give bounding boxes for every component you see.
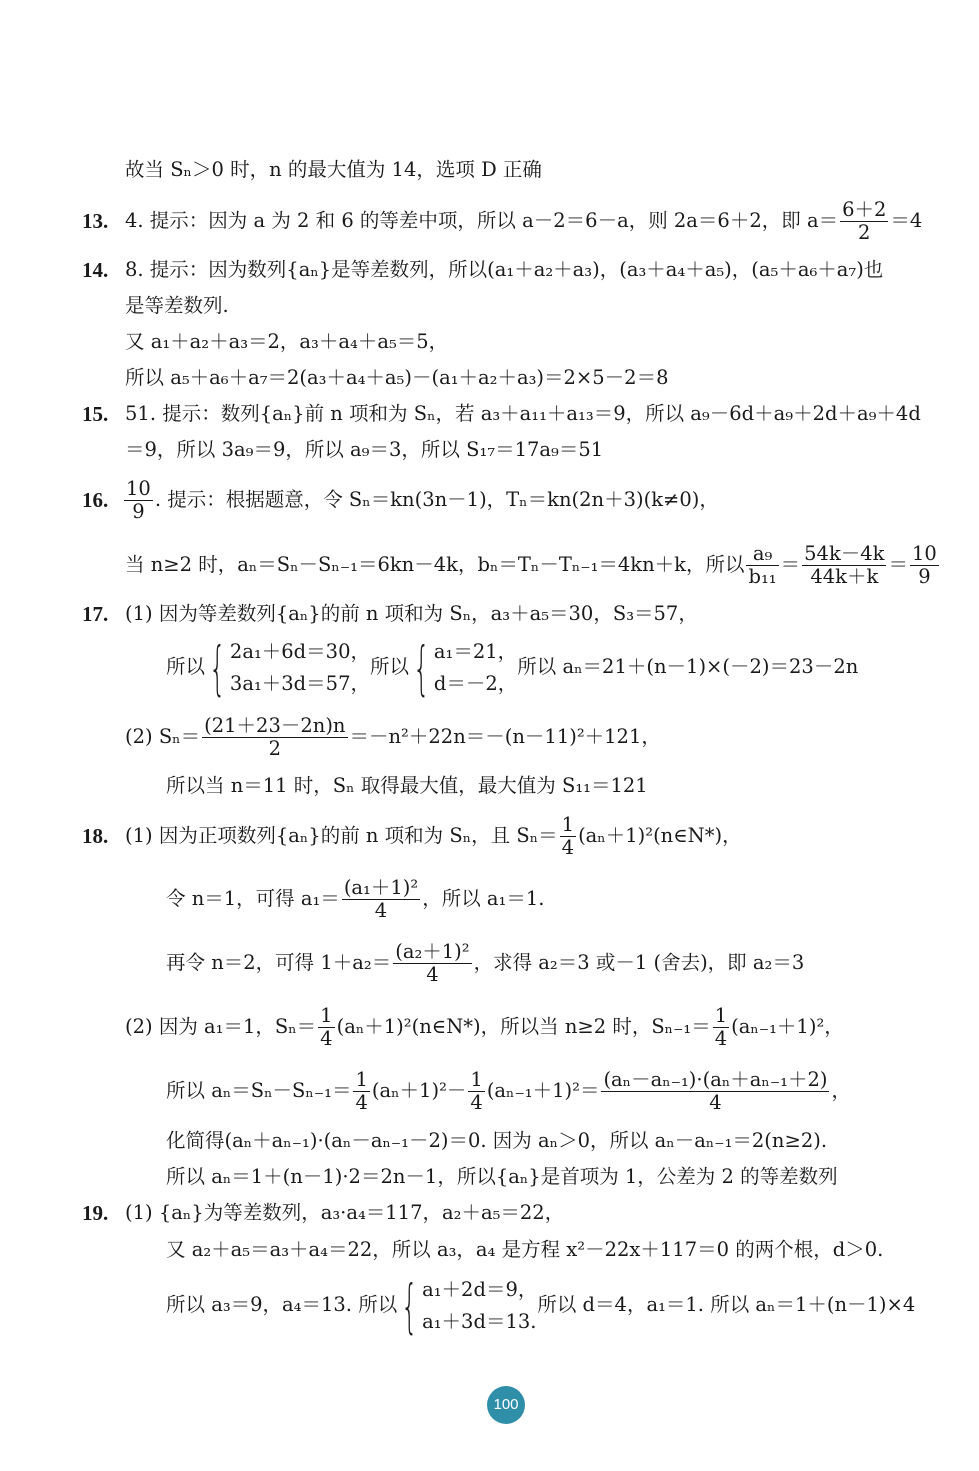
fraction: $\frac{10}{9}$ <box>126 477 151 523</box>
problem-19-line-2: 又 a₂＋a₅＝a₃＋a₄＝22，所以 a₃，a₄ 是方程 x²－22x＋117＝0 的两个根，d＞0. <box>166 1238 884 1261</box>
fraction: $\frac{1}{4}$ <box>714 1004 728 1050</box>
equation-system: a₁＋2d＝9， a₁＋3d＝13. <box>422 1277 538 1333</box>
problem-13-text: 4. 提示：因为 a 为 2 和 6 的等差中项，所以 a－2＝6－a，则 2a＝6＋2，即 a＝ <box>125 209 839 232</box>
problem-16-number: 16. <box>82 488 109 512</box>
equation-system: a₁＝21， d＝－2， <box>433 639 518 695</box>
problem-16-line-2: 当 n≥2 时，aₙ＝Sₙ－Sₙ₋₁＝6kn－4k，bₙ＝Tₙ－Tₙ₋₁＝4kn＋k，所以 $\frac{\text{a₉}}{\text{b₁₁}}$ ＝ $\frac{54k-4k}{44k+k}$ ＝ $\frac{10}{9}$ <box>125 542 937 588</box>
problem-18-line-5: 所以 aₙ＝Sₙ－Sₙ₋₁＝ $\frac{1}{4}$ (aₙ＋1)²－ $\frac{1}{4}$ (aₙ₋₁＋1)²＝ $\frac{\text{(aₙ－aₙ₋₁)·(aₙ＋aₙ₋₁＋2)}}{4}$ ， <box>166 1068 851 1114</box>
fraction: $\frac{1}{4}$ <box>320 1004 333 1050</box>
problem-14-line-2: 是等差数列. <box>125 294 229 317</box>
problem-13-number: 13. <box>82 209 109 233</box>
problem-13-result: ＝4 <box>890 209 923 232</box>
problem-14-line-4: 所以 a₅＋a₆＋a₇＝2(a₃＋a₄＋a₅)－(a₁＋a₂＋a₃)＝2×5－2＝8 <box>125 366 669 389</box>
fraction: $\frac{(21+23-2n)n}{2}$ <box>204 714 346 760</box>
page-number-badge: 100 <box>487 1386 525 1424</box>
problem-17-line-1: (1) 因为等差数列{aₙ}的前 n 项和为 Sₙ，a₃＋a₅＝30，S₃＝57， <box>125 602 698 625</box>
fraction: $\frac{6+2}{2}$ <box>842 198 887 244</box>
problem-18-line-4: (2) 因为 a₁＝1，Sₙ＝ $\frac{1}{4}$ (aₙ＋1)²(n∈N*)，所以当 n≥2 时，Sₙ₋₁＝ $\frac{1}{4}$ (aₙ₋₁＋1)²， <box>125 1004 844 1050</box>
problem-15-line-1: 51. 提示：数列{aₙ}前 n 项和为 Sₙ，若 a₃＋a₁₁＋a₁₃＝9，所以 a₉－6d＋a₉＋2d＋a₉＋4d <box>125 402 921 425</box>
fraction: $\frac{\text{a₉}}{\text{b₁₁}}$ <box>748 542 777 588</box>
problem-18-line-3: 再令 n＝2，可得 1＋a₂＝ $\frac{\text{(a₂＋1)²}}{4}$ ，求得 a₂＝3 或－1 (舍去)，即 a₂＝3 <box>166 940 805 986</box>
problem-19-line-3: 所以 a₃＝9，a₄＝13. 所以{ a₁＋2d＝9， a₁＋3d＝13. 所以 d＝4，a₁＝1. 所以 aₙ＝1＋(n－1)×4 <box>166 1271 916 1340</box>
fraction: $\frac{10}{9}$ <box>912 542 937 588</box>
problem-19-line-1: (1) {aₙ}为等差数列，a₃·a₄＝117，a₂＋a₅＝22， <box>125 1201 565 1224</box>
problem-17-line-2: 所以{ 2a₁＋6d＝30， 3a₁＋3d＝57， 所以{ a₁＝21， d＝－2， 所以 aₙ＝21＋(n－1)×(－2)＝23－2n <box>166 633 859 702</box>
problem-16-line-1: $\frac{10}{9}$ . 提示：根据题意，令 Sₙ＝kn(3n－1)，Tₙ＝kn(2n＋3)(k≠0)， <box>126 477 719 523</box>
problem-14-line-3: 又 a₁＋a₂＋a₃＝2，a₃＋a₄＋a₅＝5， <box>125 330 449 353</box>
continuation-line: 故当 Sₙ＞0 时，n 的最大值为 14，选项 D 正确 <box>125 158 542 181</box>
problem-15-number: 15. <box>82 402 109 426</box>
problem-18-line-6: 化简得(aₙ＋aₙ₋₁)·(aₙ－aₙ₋₁－2)＝0. 因为 aₙ＞0，所以 aₙ－aₙ₋₁＝2(n≥2). <box>166 1129 828 1152</box>
problem-14-number: 14. <box>82 258 109 282</box>
problem-18-line-2: 令 n＝1，可得 a₁＝ $\frac{\text{(a₁＋1)²}}{4}$ ，所以 a₁＝1. <box>166 876 545 922</box>
problem-17-line-3: (2) Sₙ＝ $\frac{(21+23-2n)n}{2}$ ＝－n²＋22n＝－(n－11)²＋121， <box>125 714 661 760</box>
fraction: $\frac{1}{4}$ <box>355 1068 368 1114</box>
problem-19-number: 19. <box>82 1201 109 1225</box>
problem-17-number: 17. <box>82 602 109 626</box>
left-brace: { <box>401 1271 418 1340</box>
problem-17-line-4: 所以当 n＝11 时，Sₙ 取得最大值，最大值为 S₁₁＝121 <box>166 774 648 797</box>
fraction: $\frac{\text{(a₁＋1)²}}{4}$ <box>343 876 419 922</box>
problem-13-answer <box>125 198 922 244</box>
problem-14-line-1: 8. 提示：因为数列{aₙ}是等差数列，所以(a₁＋a₂＋a₃)，(a₃＋a₄＋a₅)，(a₅＋a₆＋a₇)也 <box>125 258 884 281</box>
fraction: $\frac{1}{4}$ <box>561 813 575 859</box>
problem-18-number: 18. <box>82 824 109 848</box>
fraction: $\frac{\text{(a₂＋1)²}}{4}$ <box>395 940 470 986</box>
problem-18-line-7: 所以 aₙ＝1＋(n－1)·2＝2n－1，所以{aₙ}是首项为 1，公差为 2 的等差数列 <box>166 1165 838 1188</box>
fraction: $\frac{\text{(aₙ－aₙ₋₁)·(aₙ＋aₙ₋₁＋2)}}{4}$ <box>603 1068 828 1114</box>
left-brace: { <box>209 633 226 702</box>
problem-15-line-2: ＝9，所以 3a₉＝9，所以 a₉＝3，所以 S₁₇＝17a₉＝51 <box>125 438 604 461</box>
fraction: $\frac{54k-4k}{44k+k}$ <box>804 542 885 588</box>
left-brace: { <box>413 633 430 702</box>
problem-18-line-1: (1) 因为正项数列{aₙ}的前 n 项和为 Sₙ，且 Sₙ＝ $\frac{1}{4}$ (aₙ＋1)²(n∈N*)， <box>125 813 742 859</box>
fraction: $\frac{1}{4}$ <box>470 1068 483 1114</box>
equation-system: 2a₁＋6d＝30， 3a₁＋3d＝57， <box>229 639 370 695</box>
